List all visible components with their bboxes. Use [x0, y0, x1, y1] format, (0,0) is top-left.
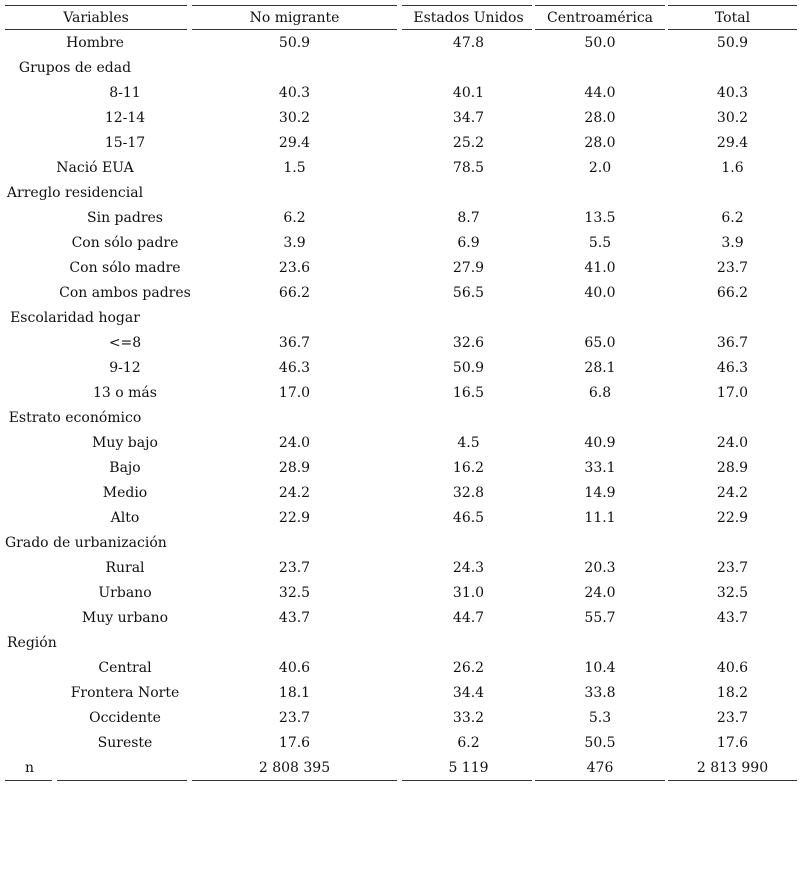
row-label: Con ambos padres	[59, 285, 191, 301]
row-value: 36.7	[716, 335, 749, 351]
row-label: Arreglo residencial	[6, 185, 144, 201]
row-value: 6.9	[457, 235, 480, 251]
row-value: 13.5	[584, 210, 616, 226]
bottom-rule	[668, 780, 797, 781]
row-value: 40.0	[584, 285, 616, 301]
row-value: 4.5	[457, 435, 480, 451]
table-row	[5, 431, 797, 456]
row-label: Región	[7, 635, 57, 651]
table-row	[5, 456, 797, 481]
row-value: 41.0	[584, 260, 616, 276]
row-value: 2.0	[588, 160, 612, 176]
row-value: 33.1	[584, 460, 616, 476]
row-value: 40.3	[716, 85, 749, 101]
row-value: 33.8	[584, 685, 616, 701]
table-row	[5, 181, 797, 206]
row-value: 24.2	[716, 485, 749, 501]
row-label: Central	[98, 660, 152, 676]
row-value: 6.2	[721, 210, 744, 226]
table-row	[5, 231, 797, 256]
row-value: 44.7	[452, 610, 485, 626]
table-header	[5, 5, 797, 30]
row-value: 14.9	[584, 485, 616, 501]
row-value: 1.5	[283, 160, 306, 176]
row-value: 65.0	[584, 335, 616, 351]
row-value: 22.9	[716, 510, 749, 526]
row-value: 32.5	[716, 585, 749, 601]
row-label: Muy bajo	[92, 435, 158, 451]
row-value: 26.2	[452, 660, 485, 676]
row-value: 56.5	[452, 285, 485, 301]
row-value: 23.7	[716, 560, 749, 576]
row-value: 43.7	[278, 610, 311, 626]
table-row	[5, 81, 797, 106]
table-row	[5, 381, 797, 406]
row-value: 5.3	[588, 710, 612, 726]
row-value: 28.9	[278, 460, 311, 476]
row-value: 40.3	[278, 85, 311, 101]
table-row	[5, 506, 797, 531]
row-value: 2 813 990	[696, 760, 769, 776]
table-row	[5, 156, 797, 181]
table-row	[5, 556, 797, 581]
row-label: Occidente	[89, 710, 161, 726]
top-rule	[535, 5, 665, 6]
row-label: 8-11	[109, 85, 141, 101]
header-total: Total	[714, 10, 751, 26]
row-value: 40.6	[716, 660, 749, 676]
table-row	[5, 31, 797, 56]
table-row	[5, 606, 797, 631]
row-value: 23.6	[278, 260, 311, 276]
row-value: 22.9	[278, 510, 311, 526]
table-row	[5, 706, 797, 731]
row-value: 50.9	[452, 360, 485, 376]
row-value: 28.0	[584, 110, 616, 126]
bottom-rule	[57, 780, 187, 781]
table-row	[5, 206, 797, 231]
row-value: 25.2	[452, 135, 485, 151]
row-value: 6.8	[588, 385, 612, 401]
row-value: 46.5	[452, 510, 485, 526]
row-value: 29.4	[716, 135, 749, 151]
row-label: Rural	[105, 560, 145, 576]
row-label: Sureste	[97, 735, 153, 751]
row-value: 3.9	[283, 235, 306, 251]
row-value: 33.2	[452, 710, 485, 726]
row-value: 46.3	[278, 360, 311, 376]
row-label: Grupos de edad	[18, 60, 132, 76]
table-row	[5, 131, 797, 156]
row-value: 476	[586, 760, 614, 776]
row-value: 24.0	[584, 585, 616, 601]
row-value: 23.7	[716, 260, 749, 276]
row-label: Frontera Norte	[70, 685, 180, 701]
row-value: 16.5	[452, 385, 485, 401]
row-value: 78.5	[452, 160, 485, 176]
top-rule	[5, 5, 187, 6]
row-value: 1.6	[721, 160, 744, 176]
row-value: 8.7	[457, 210, 480, 226]
row-value: 34.7	[452, 110, 485, 126]
bottom-rule	[402, 780, 532, 781]
row-label: Medio	[102, 485, 148, 501]
table-row	[5, 531, 797, 556]
row-value: 55.7	[584, 610, 616, 626]
header-centroamerica: Centroamérica	[546, 10, 654, 26]
header-rule	[402, 29, 532, 30]
row-value: 17.6	[716, 735, 749, 751]
header-variables: Variables	[63, 10, 129, 26]
row-value: 30.2	[716, 110, 749, 126]
row-value: 24.0	[716, 435, 749, 451]
row-label: Grado de urbanización	[5, 535, 167, 551]
row-value: 5 119	[448, 760, 489, 776]
row-label: Escolaridad hogar	[10, 310, 140, 326]
row-value: 43.7	[716, 610, 749, 626]
row-value: 50.9	[278, 35, 311, 51]
row-value: 28.1	[584, 360, 616, 376]
row-value: 34.4	[452, 685, 485, 701]
row-label: Sin padres	[87, 210, 163, 226]
table-row	[5, 281, 797, 306]
row-label: <=8	[108, 335, 142, 351]
table-row	[5, 581, 797, 606]
table-row	[5, 481, 797, 506]
header-estados-unidos: Estados Unidos	[413, 10, 524, 26]
header-rule	[192, 29, 397, 30]
row-label: Hombre	[66, 35, 124, 51]
row-value: 44.0	[584, 85, 616, 101]
table-row	[5, 656, 797, 681]
row-value: 23.7	[278, 560, 311, 576]
table-row	[5, 731, 797, 756]
row-value: 29.4	[278, 135, 311, 151]
row-value: 23.7	[716, 710, 749, 726]
row-value: 24.3	[452, 560, 485, 576]
header-rule	[668, 29, 797, 30]
row-label: Urbano	[98, 585, 152, 601]
row-value: 47.8	[452, 35, 485, 51]
row-label: 12-14	[104, 110, 146, 126]
row-value: 17.0	[716, 385, 749, 401]
row-value: 24.0	[278, 435, 311, 451]
row-value: 11.1	[584, 510, 616, 526]
row-value: 10.4	[584, 660, 616, 676]
row-value: 18.1	[278, 685, 311, 701]
row-label: Con sólo madre	[69, 260, 181, 276]
table-row	[5, 756, 797, 781]
header-rule	[535, 29, 665, 30]
row-label: 15-17	[104, 135, 146, 151]
row-value: 40.6	[278, 660, 311, 676]
row-value: 18.2	[716, 685, 749, 701]
row-value: 17.0	[278, 385, 311, 401]
table-row	[5, 56, 797, 81]
row-value: 2 808 395	[258, 760, 331, 776]
row-value: 3.9	[721, 235, 744, 251]
header-no-migrante: No migrante	[249, 10, 340, 26]
row-value: 16.2	[452, 460, 485, 476]
row-value: 40.9	[584, 435, 616, 451]
top-rule	[192, 5, 397, 6]
table-row	[5, 406, 797, 431]
row-value: 66.2	[278, 285, 311, 301]
table-row	[5, 631, 797, 656]
header-rule	[5, 29, 187, 30]
row-value: 32.5	[278, 585, 311, 601]
row-value: 50.5	[584, 735, 616, 751]
table-row	[5, 681, 797, 706]
row-value: 28.9	[716, 460, 749, 476]
row-value: 17.6	[278, 735, 311, 751]
row-value: 30.2	[278, 110, 311, 126]
row-value: 31.0	[452, 585, 485, 601]
top-rule	[668, 5, 797, 6]
row-value: 32.8	[452, 485, 485, 501]
row-label: n	[25, 760, 35, 776]
table-row	[5, 106, 797, 131]
row-value: 32.6	[452, 335, 485, 351]
row-value: 5.5	[588, 235, 612, 251]
row-label: Bajo	[109, 460, 141, 476]
row-value: 28.0	[584, 135, 616, 151]
row-value: 36.7	[278, 335, 311, 351]
bottom-rule	[535, 780, 665, 781]
row-label: Nació EUA	[56, 160, 134, 176]
table-row	[5, 306, 797, 331]
row-value: 66.2	[716, 285, 749, 301]
top-rule	[402, 5, 532, 6]
row-label: Alto	[110, 510, 140, 526]
row-value: 24.2	[278, 485, 311, 501]
row-value: 50.9	[716, 35, 749, 51]
row-value: 6.2	[283, 210, 306, 226]
table-row	[5, 256, 797, 281]
row-label: Con sólo padre	[71, 235, 179, 251]
table-row	[5, 331, 797, 356]
row-value: 23.7	[278, 710, 311, 726]
table-row	[5, 356, 797, 381]
row-value: 20.3	[584, 560, 616, 576]
row-label: Muy urbano	[81, 610, 169, 626]
row-label: 13 o más	[93, 385, 157, 401]
row-value: 6.2	[457, 735, 480, 751]
bottom-rule	[5, 780, 52, 781]
row-label: Estrato económico	[8, 410, 142, 426]
row-value: 27.9	[452, 260, 485, 276]
row-label: 9-12	[109, 360, 141, 376]
row-value: 40.1	[452, 85, 485, 101]
row-value: 50.0	[584, 35, 616, 51]
row-value: 46.3	[716, 360, 749, 376]
bottom-rule	[192, 780, 397, 781]
